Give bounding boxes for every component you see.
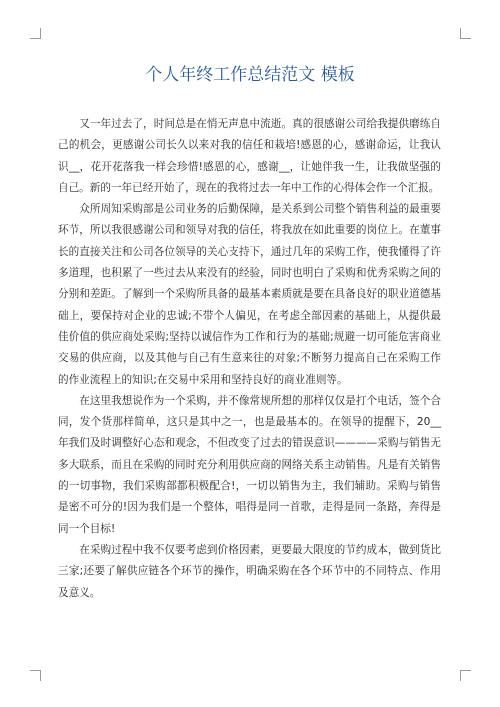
paragraph-4: 在采购过程中我不仅要考虑到价格因素，更要最大限度的节约成本，做到货比三家;还要了解供应链各个环节的操作，明确采购在各个环节中的不同特点、作用及意义。 — [58, 543, 441, 599]
paragraph-1: 又一年过去了，时间总是在悄无声息中流逝。真的很感谢公司给我提供磨练自己的机会，更感谢公司长久以来对我的信任和栽培!感恩的心，感谢命运，让我认识__，花开花落我一样会珍惜!感恩的心，感谢__，让她伴我一生，让我做坚强的自己。新的一年已经开始了，现在的我将过去一年中工作的心得体会作一个汇报。 — [58, 118, 441, 194]
document-title: 个人年终工作总结范文 模板 — [145, 65, 355, 85]
crop-mark-bottom-left — [30, 670, 41, 681]
crop-mark-top-right — [460, 28, 471, 39]
document-body — [58, 114, 441, 604]
crop-mark-top-left — [30, 28, 41, 39]
paragraph-2: 众所周知采购部是公司业务的后勤保障，是关系到公司整个销售利益的最重要环节，所以我很感谢公司和领导对我的信任，将我放在如此重要的岗位上。在董事长的直接关注和公司各位领导的关心支持下，通过几年的采购工作，使我懂得了许多道理，也积累了一些过去从来没有的经验，同时也明白了采购和优秀采购之间的分别和差距。了解到一个采购所具备的最基本素质就是要在具备良好的职业道德基础上，要保持对企业的忠诚;不带个人偏见，在考虑全部因素的基础上，从提供最佳价值的供应商处采购;坚持以诚信作为工作和行为的基础;规避一切可能危害商业交易的供应商，以及其他与自己有生意来往的对象;不断努力提高自己在采购工作的作业流程上的知识;在交易中采用和坚持良好的商业准则等。 — [58, 203, 441, 386]
crop-mark-bottom-right — [460, 670, 471, 681]
paragraph-3: 在这里我想说作为一个采购，并不像常规所想的那样仅仅是打个电话，签个合同，发个货那样简单，这只是其中之一，也是最基本的。在领导的提醒下，20__年我们及时调整好心态和观念，不但改变了过去的错误意识————采购与销售无多大联系，而且在采购的同时充分利用供应商的网络关系主动销售。凡是有关销售的一切事物，我们采购部都积极配合!，一切以销售为主，我们辅助。采购与销售是密不可分的!因为我们是一个整体，唱得是同一首歌，走得是同一条路，奔得是同一个目标! — [58, 394, 441, 535]
